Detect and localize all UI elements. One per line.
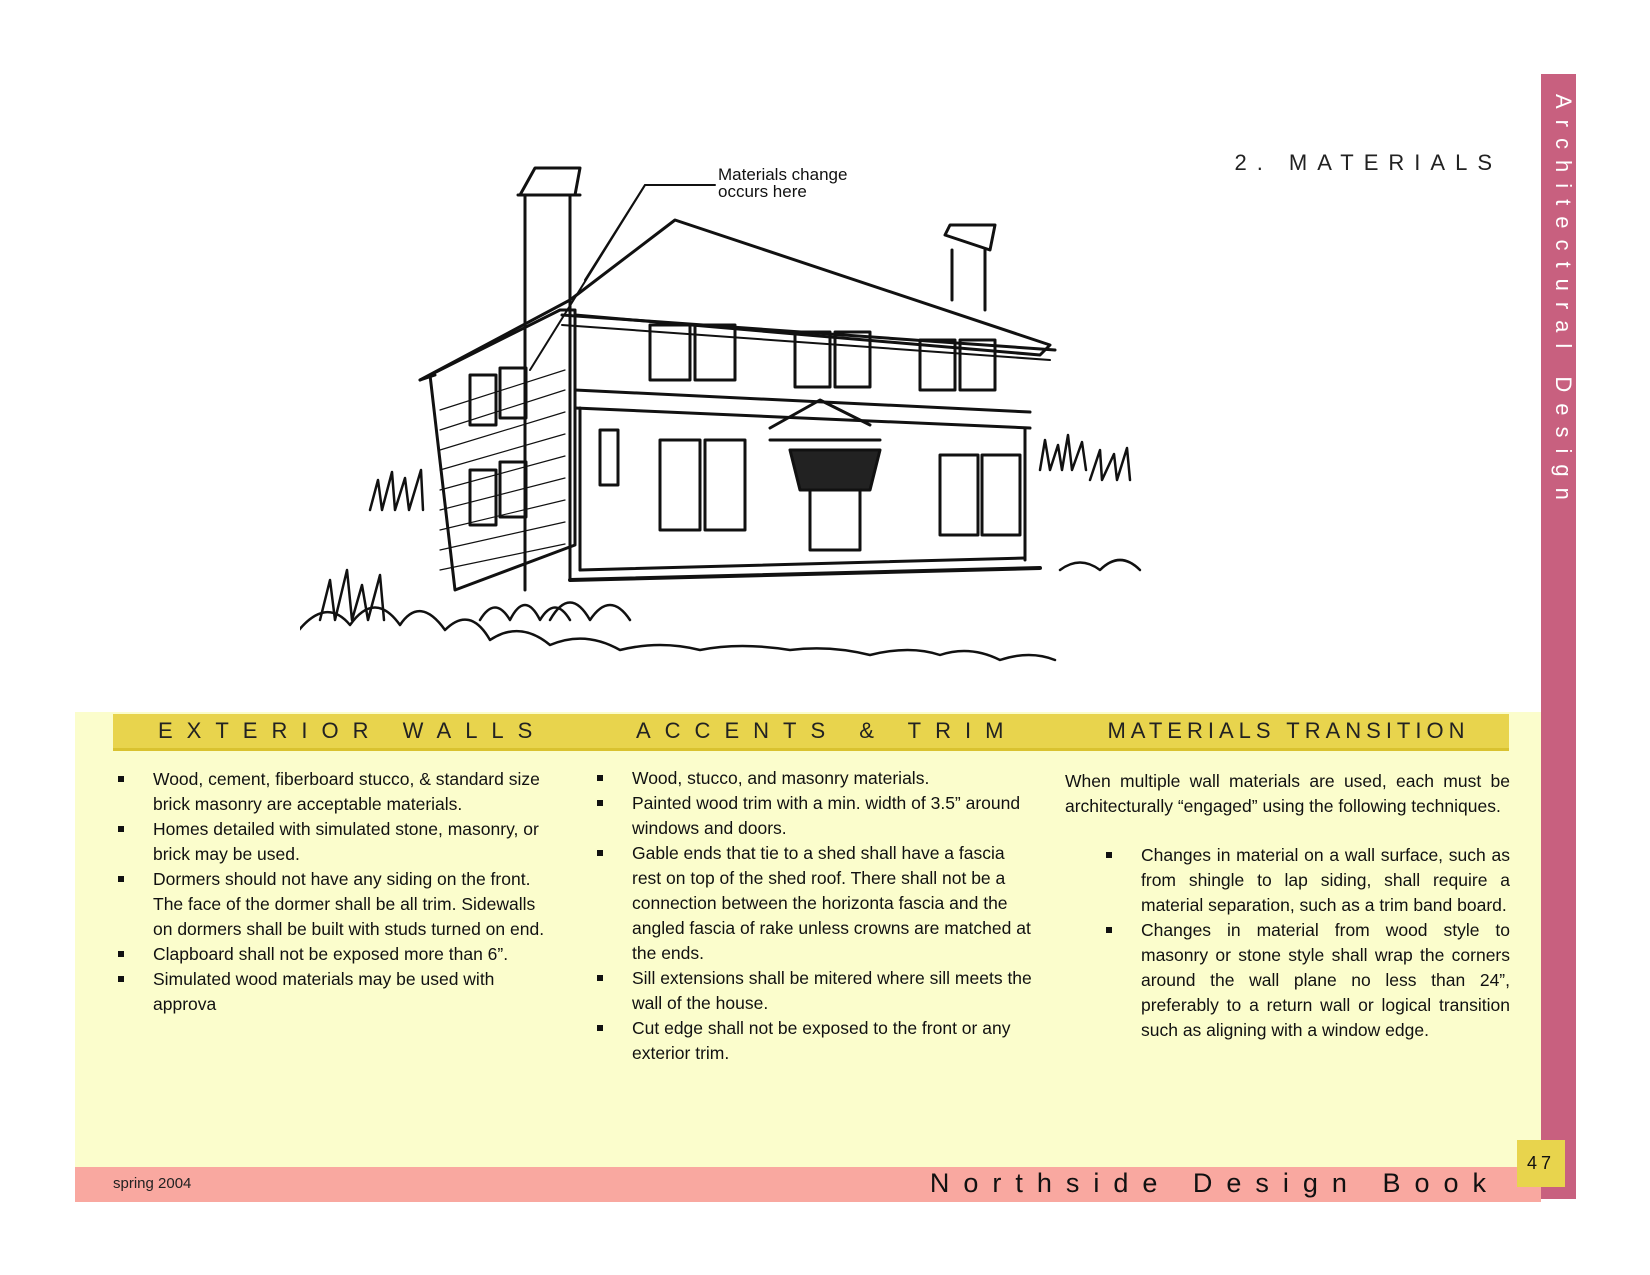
- page-number: 47: [1517, 1140, 1565, 1187]
- main-house: [562, 220, 1055, 580]
- bullet-icon: [597, 850, 603, 856]
- bullet-icon: [597, 975, 603, 981]
- column-exterior-walls: [115, 767, 550, 1017]
- shrubs: [300, 435, 1140, 660]
- bullet-icon: [118, 776, 124, 782]
- header-materials-transition: MATERIALS TRANSITION: [1068, 714, 1509, 751]
- bullet-icon: [597, 800, 603, 806]
- header-exterior-walls: EXTERIOR WALLS: [113, 714, 595, 751]
- bullet-icon: [118, 826, 124, 832]
- bullet-icon: [597, 775, 603, 781]
- chimney-right: [945, 225, 995, 310]
- footer-date: spring 2004: [113, 1175, 192, 1192]
- intro-paragraph: When multiple wall materials are used, each must be architecturally “engaged” using the following techniques.: [1065, 771, 1510, 816]
- list-item: Homes detailed with simulated stone, masonry, or brick may be used.: [115, 817, 550, 867]
- list-item: Sill extensions shall be mitered where sill meets the wall of the house.: [594, 966, 1034, 1016]
- list-item: Cut edge shall not be exposed to the front or any exterior trim.: [594, 1016, 1034, 1066]
- footer-book-title: Northside Design Book: [929, 1168, 1500, 1198]
- column-accents-trim: [594, 766, 1034, 1066]
- section-title: 2. MATERIALS: [1234, 150, 1502, 175]
- list-item: Gable ends that tie to a shed shall have a fascia rest on top of the shed roof. There shall not be a connection between the horizonta fascia and the angled fascia of rake unless crowns are matched at the ends.: [594, 841, 1034, 966]
- list-item: Dormers should not have any siding on the front. The face of the dormer shall be all trim. Sidewalls on dormers shall be built with studs turned on end.: [115, 867, 550, 942]
- column-materials-transition: [1065, 769, 1510, 1043]
- bullet-icon: [597, 1025, 603, 1031]
- bullet-icon: [118, 876, 124, 882]
- list-item: Clapboard shall not be exposed more than 6”.: [115, 942, 550, 967]
- list-item: Wood, stucco, and masonry materials.: [594, 766, 1034, 791]
- annotation-text: Materials change occurs here: [718, 165, 848, 201]
- list-item: Painted wood trim with a min. width of 3.5” around windows and doors.: [594, 791, 1034, 841]
- annotation-leader: [530, 185, 715, 370]
- house-sketch: [300, 150, 1230, 670]
- bullet-icon: [118, 951, 124, 957]
- bullet-icon: [1106, 927, 1112, 933]
- left-wing: [420, 300, 575, 590]
- bullet-icon: [118, 976, 124, 982]
- list-item: Changes in material from wood style to masonry or stone style shall wrap the corners around the wall plane no less than 24”, preferably to a return wall or logical transition such as aligning with a window edge.: [1103, 918, 1510, 1043]
- list-item: Wood, cement, fiberboard stucco, & standard size brick masonry are acceptable materials.: [115, 767, 550, 817]
- list-item: Simulated wood materials may be used with approva: [115, 967, 550, 1017]
- side-title: Architectural Design: [1551, 93, 1576, 511]
- header-accents-trim: ACCENTS & TRIM: [591, 714, 1080, 751]
- list-item: Changes in material on a wall surface, such as from shingle to lap siding, shall require a material separation, such as a trim band board.: [1103, 843, 1510, 918]
- bullet-icon: [1106, 852, 1112, 858]
